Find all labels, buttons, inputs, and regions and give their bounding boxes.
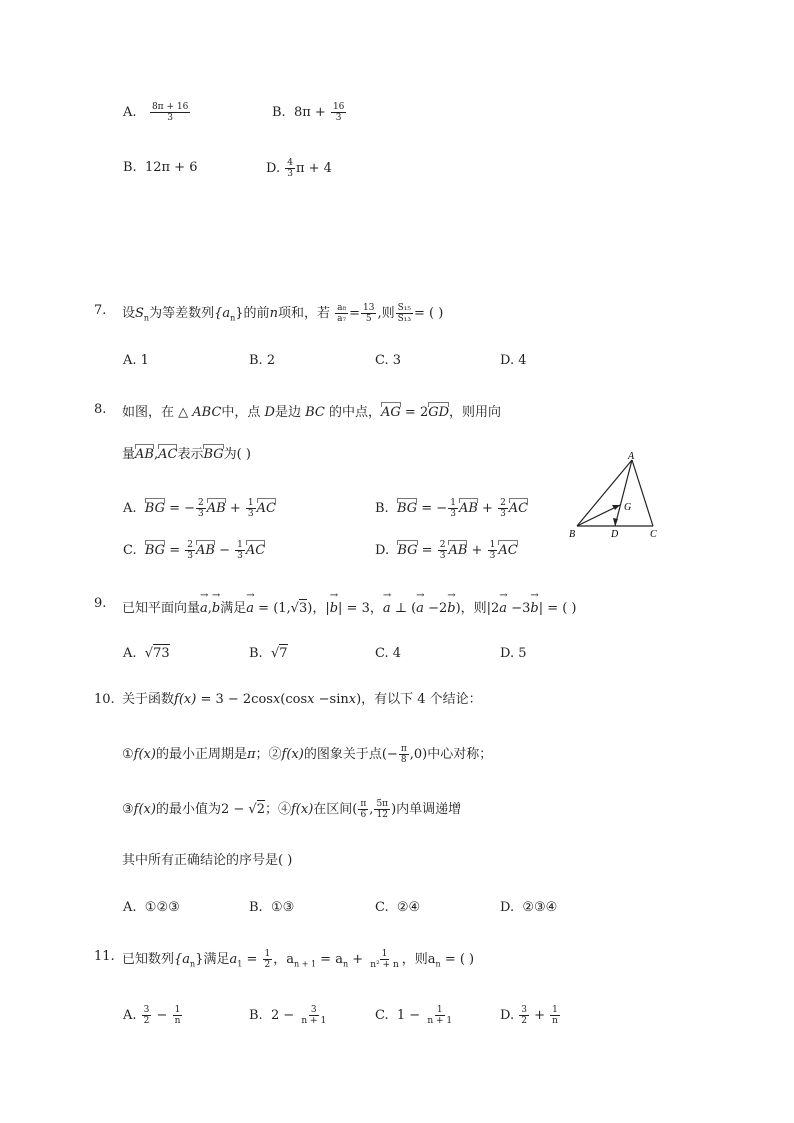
prev-option-a: A. $\frac{8\pi + 16}{3}$ bbox=[123, 102, 189, 123]
q8-option-a: A. BG = − $\frac{2}{3}$ AB + $\frac{1}{3}$ AC bbox=[123, 498, 276, 519]
q9-option-a: A. √73 bbox=[123, 646, 170, 661]
label-g: G bbox=[624, 502, 632, 513]
q8-number: 8. bbox=[94, 402, 107, 417]
vector-bg bbox=[577, 505, 620, 526]
q11-option-d: D. $\frac{3}{2}$ + $\frac{1}{n}$ bbox=[500, 1005, 558, 1026]
q8-option-d: D. BG = $\frac{2}{3}$ AB + $\frac{1}{3}$ AC bbox=[375, 540, 518, 561]
q9-number: 9. bbox=[94, 596, 107, 611]
q11-option-c: C. 1 − $\frac{1}{n + 1}$ bbox=[375, 1005, 453, 1026]
q11-number: 11. bbox=[94, 949, 115, 964]
prev-option-d: D. $\frac{4}{3}$ π + 4 bbox=[266, 158, 332, 179]
q10-option-c: C. ②④ bbox=[375, 900, 421, 915]
q9-option-d: D. 5 bbox=[500, 646, 527, 661]
q10-option-d: D. ②③④ bbox=[500, 900, 558, 915]
label-c: C bbox=[650, 529, 657, 540]
q9-stem: 已知平面向量→ a,→ b满足→ a = (1,√3)，|→ b| = 3，→ a ⊥ (→ a −2→ b)，则|2→ a −3→ b| = ( ) bbox=[122, 596, 577, 617]
label-a: A bbox=[628, 451, 635, 462]
q10-option-b: B. ①③ bbox=[249, 900, 295, 915]
label-d: D bbox=[611, 529, 619, 540]
arrow-ad bbox=[613, 518, 618, 526]
q7-stem: 设$S_n$为等差数列$\{a_n\}$的前n项和，若 $\frac{\text{a₈}}{\text{a₇}}$ = $\frac{13}{5}$ ,则 $\frac{\text{S₁₅}}{\text{S₁₃}}$ = ( ) bbox=[122, 303, 444, 324]
q10-question: 其中所有正确结论的序号是( ) bbox=[122, 853, 293, 868]
q7-number: 7. bbox=[94, 303, 107, 318]
q8-option-c: C. BG = $\frac{2}{3}$ AB − $\frac{1}{3}$ AC bbox=[123, 540, 266, 561]
q8-stem-line2: 量AB,AC表示BG为( ) bbox=[122, 444, 251, 463]
q10-conclusions-3-4: ③f(x)的最小值为2 − √2；④f(x)在区间( $\frac{\pi}{6}$ , $\frac{5\pi}{12}$ )内单调递增 bbox=[122, 799, 462, 820]
q8-triangle-figure bbox=[565, 450, 675, 545]
q11-stem: 已知数列$\{a_n\}$满足$a_1$ = $\frac{1}{2}$ ，$a_{n + 1} = a_n$ + $\frac{1}{\text{n² + n}}$ ，则$a_n$ = ( ) bbox=[122, 949, 475, 970]
q10-conclusions-1-2: ①f(x)的最小正周期是π；②f(x)的图象关于点(− $\frac{\pi}{8}$ ,0)中心对称； bbox=[122, 744, 493, 765]
q11-option-b: B. 2 − $\frac{3}{n + 1}$ bbox=[249, 1005, 327, 1026]
q11-option-a: A. $\frac{3}{2}$ − $\frac{1}{n}$ bbox=[123, 1005, 181, 1026]
q7-option-d: D. 4 bbox=[500, 353, 527, 368]
prev-option-b: B. 8π + $\frac{16}{3}$ bbox=[272, 102, 345, 123]
q7-option-c: C. 3 bbox=[375, 353, 402, 368]
q8-stem-line1: 如图，在 △ ABC中，点 D是边 BC 的中点，AG = 2GD，则用向 bbox=[122, 402, 501, 421]
q7-option-b: B. 2 bbox=[249, 353, 276, 368]
q7-option-a: A. 1 bbox=[123, 353, 149, 368]
label-b: B bbox=[569, 529, 576, 540]
side-ac bbox=[632, 460, 653, 526]
q8-option-b: B. BG = − $\frac{1}{3}$ AB + $\frac{2}{3}$ AC bbox=[375, 498, 529, 519]
q9-option-c: C. 4 bbox=[375, 646, 402, 661]
q10-number: 10. bbox=[94, 692, 115, 707]
prev-option-c: B. 12π + 6 bbox=[123, 160, 198, 175]
q9-option-b: B. √7 bbox=[249, 646, 288, 661]
q10-stem: 关于函数f(x) = 3 − 2cosx(cosx −sinx)，有以下 4 个结论： bbox=[122, 692, 482, 707]
q10-option-a: A. ①②③ bbox=[123, 900, 180, 915]
